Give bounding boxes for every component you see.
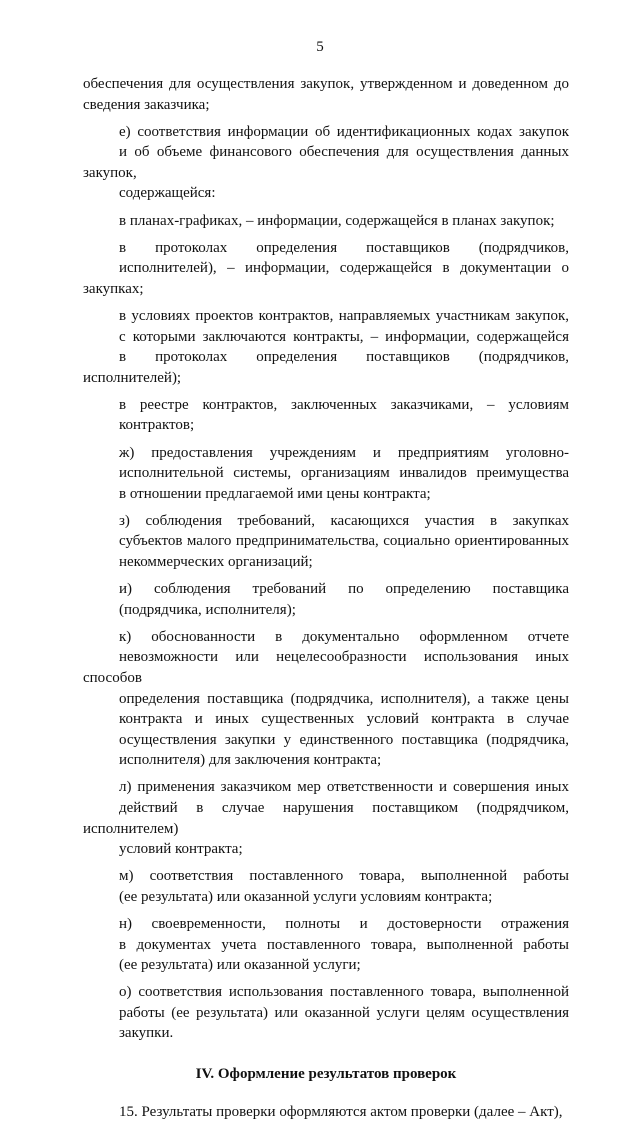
paragraph [83, 866, 569, 907]
paragraph [83, 914, 569, 976]
document-body [83, 74, 569, 1129]
paragraph [83, 777, 569, 859]
text-line: ж) предоставления учреждениям и предприятиям уголовно- [119, 444, 569, 461]
paragraph [83, 579, 569, 620]
text-line: в планах-графиках, – информации, содержащейся в планах закупок; [119, 212, 555, 229]
text-line: контрактов; [119, 417, 195, 434]
text-line: условий контракта; [119, 841, 243, 858]
paragraph [83, 982, 569, 1044]
text-line: исполнителя) для заключения контракта; [119, 752, 382, 769]
paragraph [83, 306, 569, 388]
paragraph [83, 74, 569, 115]
text-line: исполнителей), – информации, содержащейся в документации о закупках; [83, 260, 569, 297]
text-line: и) соблюдения требований по определению поставщика [119, 581, 569, 598]
text-line: (ее результата) или оказанной услуги условиям контракта; [119, 888, 493, 905]
text-line: 15. Результаты проверки оформляются актом проверки (далее – Акт), [119, 1104, 563, 1121]
text-line: к) обоснованности в документально оформленном отчете [119, 628, 569, 645]
text-line: некоммерческих организаций; [119, 553, 313, 570]
text-line: (подрядчика, исполнителя); [119, 601, 296, 618]
text-line: (ее результата) или оказанной услуги; [119, 957, 361, 974]
text-line: сведения заказчика; [83, 96, 210, 113]
paragraph [83, 1102, 569, 1123]
text-line: в отношении предлагаемой ими цены контракта; [119, 485, 431, 502]
text-line: о) соответствия использования поставленного товара, выполненной [119, 984, 569, 1001]
page-number: 5 [316, 39, 324, 55]
text-line: определения поставщика (подрядчика, исполнителя), а также цены [119, 690, 569, 707]
text-line: в документах учета поставленного товара, выполненной работы [119, 936, 569, 953]
text-line: действий в случае нарушения поставщиком (подрядчиком, исполнителем) [83, 800, 569, 837]
paragraph [83, 238, 569, 300]
text-line: работы (ее результата) или оказанной услуги целям осуществления [119, 1004, 569, 1021]
text-line: л) применения заказчиком мер ответственности и совершения иных [119, 779, 569, 796]
text-line: в протоколах определения поставщиков (подрядчиков, [119, 239, 569, 256]
text-line: и об объеме финансового обеспечения для осуществления данных закупок, [83, 144, 569, 181]
text-line: е) соответствия информации об идентификационных кодах закупок [119, 123, 569, 140]
text-line: в протоколах определения поставщиков (подрядчиков, исполнителей); [83, 349, 569, 386]
text-line: исполнительной системы, организациям инвалидов преимущества [119, 465, 569, 482]
text-line: н) своевременности, полноты и достоверности отражения [119, 915, 569, 932]
text-line: обеспечения для осуществления закупок, утвержденном и доведенном до [83, 76, 569, 92]
paragraph [83, 395, 569, 436]
text-line: в реестре контрактов, заключенных заказчиками, – условиям [119, 396, 569, 413]
paragraph [83, 443, 569, 505]
text-line: осуществления закупки у единственного поставщика (подрядчика, [119, 731, 569, 748]
text-line: з) соблюдения требований, касающихся участия в закупках [119, 512, 569, 529]
text-line: закупки. [119, 1025, 174, 1042]
text-line: контракта и иных существенных условий контракта в случае [119, 711, 569, 728]
text-line: невозможности или нецелесообразности использования иных способов [83, 649, 569, 686]
paragraph [83, 511, 569, 573]
text-line: м) соответствия поставленного товара, выполненной работы [119, 868, 569, 885]
section-heading: IV. Оформление результатов проверок [195, 1066, 457, 1083]
text-line: содержащейся: [119, 185, 216, 202]
paragraph [83, 627, 569, 771]
paragraph [83, 211, 569, 232]
paragraph [83, 122, 569, 204]
text-line: с которыми заключаются контракты, – информации, содержащейся [119, 328, 569, 345]
text-line: субъектов малого предпринимательства, социально ориентированных [119, 533, 569, 550]
text-line: в условиях проектов контрактов, направляемых участникам закупок, [119, 307, 569, 324]
